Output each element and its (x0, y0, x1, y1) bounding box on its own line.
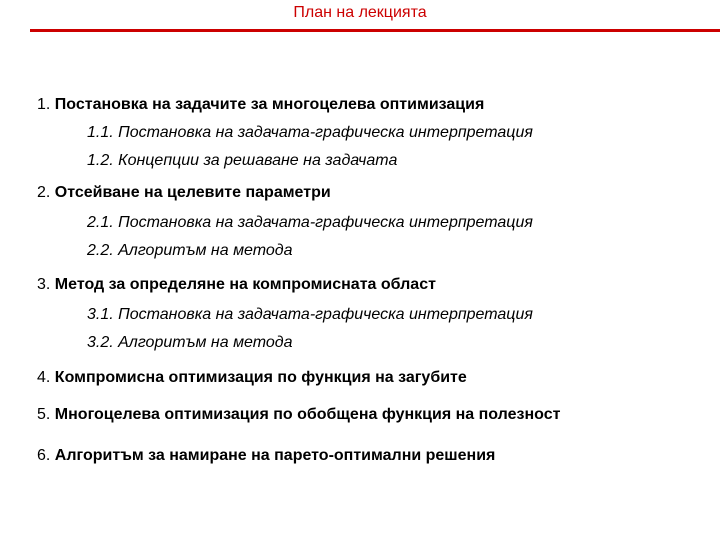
title-divider (30, 29, 720, 32)
outline-item-6 (37, 446, 495, 466)
outline-item-number: 1. (37, 96, 51, 113)
outline-item-label: Компромисна оптимизация по функция на загубите (54, 369, 467, 386)
outline-item-4 (37, 368, 467, 388)
outline-item-2 (37, 183, 331, 203)
outline-item-label: Многоцелева оптимизация по обобщена функция на полезност (54, 406, 561, 423)
outline-item-5 (37, 405, 560, 425)
outline-subitem-3-1: 3.1. Постановка на задачата-графическа интерпретация (87, 306, 533, 323)
page-title: План на лекцията (293, 4, 427, 21)
outline-subitem-1-2: 1.2. Концепции за решаване на задачата (87, 152, 398, 169)
outline-item-number: 4. (37, 369, 51, 386)
outline-item-label: Метод за определяне на компромисната област (54, 276, 436, 293)
outline-item-number: 2. (37, 184, 51, 201)
outline-subitem-1-1: 1.1. Постановка на задачата-графическа интерпретация (87, 124, 533, 141)
outline-item-label: Отсейване на целевите параметри (54, 184, 331, 201)
outline-subitem-2-1: 2.1. Постановка на задачата-графическа интерпретация (87, 214, 533, 231)
outline-item-number: 6. (37, 447, 51, 464)
outline-subitem-2-2: 2.2. Алгоритъм на метода (87, 242, 293, 259)
outline-item-number: 5. (37, 406, 51, 423)
outline-subitem-3-2: 3.2. Алгоритъм на метода (87, 334, 293, 351)
outline-item-number: 3. (37, 276, 51, 293)
outline-item-label: Постановка на задачите за многоцелева оптимизация (54, 96, 485, 113)
outline-item-1 (37, 95, 484, 115)
outline-item-label: Алгоритъм за намиране на парето-оптимални решения (54, 447, 496, 464)
outline-item-3 (37, 275, 436, 295)
